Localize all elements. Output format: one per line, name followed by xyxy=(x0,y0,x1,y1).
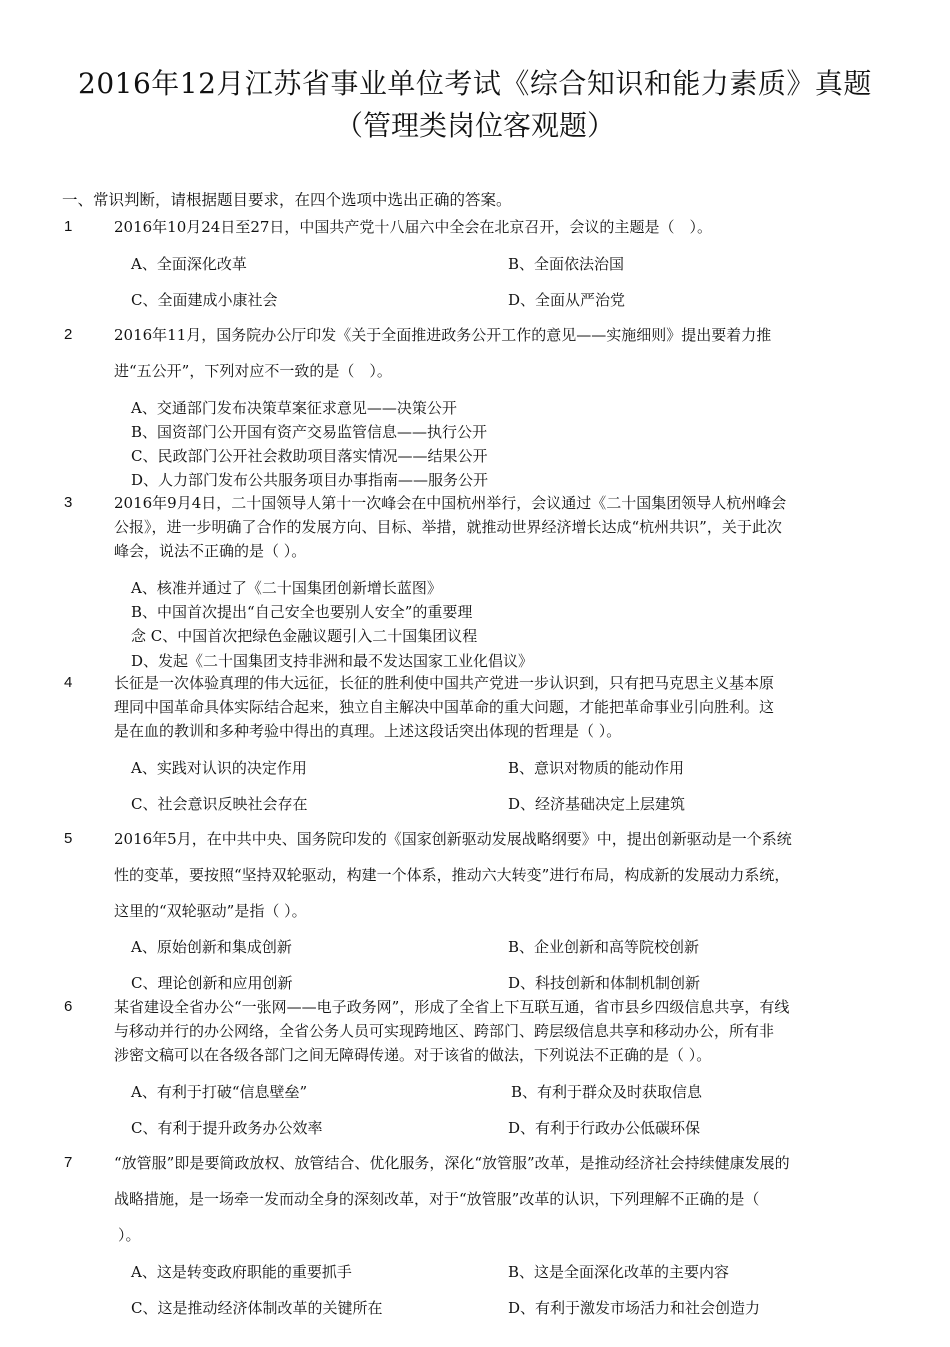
section-heading: 一、常识判断，请根据题目要求，在四个选项中选出正确的答案。 xyxy=(62,191,512,209)
option-a: A、交通部门发布决策草案征求意见——决策公开 xyxy=(131,399,457,417)
question-text-line: 2016年9月4日，二十国领导人第十一次峰会在中国杭州举行，会议通过《二十国集团领导人杭州峰会 xyxy=(114,494,787,512)
page-subtitle: （管理类岗位客观题） xyxy=(334,109,615,142)
question-number: 3 xyxy=(64,494,73,511)
question-number: 6 xyxy=(64,998,73,1015)
page-title: 2016年12月江苏省事业单位考试《综合知识和能力素质》真题 xyxy=(78,67,872,100)
option-b: B、意识对物质的能动作用 xyxy=(508,759,685,777)
question-text-line: 2016年5月，在中共中央、国务院印发的《国家创新驱动发展战略纲要》中，提出创新驱动是一个系统 xyxy=(114,830,792,848)
question-text-line: 与移动并行的办公网络，全省公务人员可实现跨地区、跨部门、跨层级信息共享和移动办公，所有非 xyxy=(114,1022,775,1040)
option-d: D、有利于行政办公低碳环保 xyxy=(508,1119,701,1137)
option-d: D、全面从严治党 xyxy=(508,291,626,309)
question-number: 5 xyxy=(64,830,73,847)
question-text-line: 涉密文稿可以在各级各部门之间无障碍传递。对于该省的做法，下列说法不正确的是（ ）。 xyxy=(114,1046,712,1064)
option-c: C、社会意识反映社会存在 xyxy=(131,795,308,813)
option-b: B、企业创新和高等院校创新 xyxy=(508,938,700,956)
option-c: C、理论创新和应用创新 xyxy=(131,974,293,992)
option-b: B、这是全面深化改革的主要内容 xyxy=(508,1263,730,1281)
option-c: C、全面建成小康社会 xyxy=(131,291,278,309)
option-b: B、国资部门公开国有资产交易监管信息——执行公开 xyxy=(131,423,488,441)
option-a: A、这是转变政府职能的重要抓手 xyxy=(131,1263,352,1281)
option-c: C、民政部门公开社会救助项目落实情况——结果公开 xyxy=(131,447,488,465)
question-text-line: 战略措施，是一场牵一发而动全身的深刻改革，对于“放管服”改革的认识，下列理解不正确的是（ xyxy=(114,1190,760,1208)
option-a: A、实践对认识的决定作用 xyxy=(131,759,307,777)
option-a: A、全面深化改革 xyxy=(131,255,247,273)
option-d: D、人力部门发布公共服务项目办事指南——服务公开 xyxy=(131,471,489,489)
option-c: C、这是推动经济体制改革的关键所在 xyxy=(131,1299,383,1317)
option-d: D、经济基础决定上层建筑 xyxy=(508,795,686,813)
question-text-line: 峰会，说法不正确的是（ ）。 xyxy=(114,542,307,560)
option-c: 念 C、中国首次把绿色金融议题引入二十国集团议程 xyxy=(131,627,478,645)
question-text-line: 是在血的教训和多种考验中得出的真理。上述这段话突出体现的哲理是（ ）。 xyxy=(114,722,622,740)
option-b: B、中国首次提出“自己安全也要别人安全”的重要理 xyxy=(131,603,473,621)
option-a: A、核准并通过了《二十国集团创新增长蓝图》 xyxy=(131,579,442,597)
option-a: A、有利于打破“信息壁垒” xyxy=(131,1083,308,1101)
option-d: D、有利于激发市场活力和社会创造力 xyxy=(508,1299,761,1317)
question-text-line: 理同中国革命具体实际结合起来，独立自主解决中国革命的重大问题，才能把革命事业引向胜利。这 xyxy=(114,698,775,716)
option-a: A、原始创新和集成创新 xyxy=(131,938,292,956)
option-c: C、有利于提升政务办公效率 xyxy=(131,1119,323,1137)
question-text-line: 进“五公开”，下列对应不一致的是（ ）。 xyxy=(114,362,392,380)
question-text-line: 公报》，进一步明确了合作的发展方向、目标、举措，就推动世界经济增长达成“杭州共识”，关于此次 xyxy=(114,518,782,536)
question-text-line: 某省建设全省办公“一张网——电子政务网”，形成了全省上下互联互通，省市县乡四级信息共享，有线 xyxy=(114,998,790,1016)
question-number: 4 xyxy=(64,674,73,691)
question-text-line: 2016年11月，国务院办公厅印发《关于全面推进政务公开工作的意见——实施细则》提出要着力推 xyxy=(114,326,772,344)
option-d: D、发起《二十国集团支持非洲和最不发达国家工业化倡议》 xyxy=(131,652,534,670)
question-text: 2016年10月24日至27日，中国共产党十八届六中全会在北京召开，会议的主题是（ ）。 xyxy=(114,218,712,236)
question-text-line: ）。 xyxy=(118,1226,141,1244)
question-text-line: “放管服”即是要简政放权、放管结合、优化服务，深化“放管服”改革，是推动经济社会持续健康发展的 xyxy=(114,1154,790,1172)
option-b: B、有利于群众及时获取信息 xyxy=(511,1083,703,1101)
question-number: 2 xyxy=(64,326,73,343)
question-number: 1 xyxy=(64,218,73,235)
question-number: 7 xyxy=(64,1154,73,1171)
option-b: B、全面依法治国 xyxy=(508,255,625,273)
option-d: D、科技创新和体制机制创新 xyxy=(508,974,701,992)
question-text-line: 这里的“双轮驱动”是指（ ）。 xyxy=(114,902,307,920)
question-text-line: 长征是一次体验真理的伟大远征，长征的胜利使中国共产党进一步认识到，只有把马克思主义基本原 xyxy=(114,674,775,692)
question-text-line: 性的变革，要按照“坚持双轮驱动，构建一个体系，推动六大转变”进行布局，构成新的发展动力系统， xyxy=(114,866,790,884)
